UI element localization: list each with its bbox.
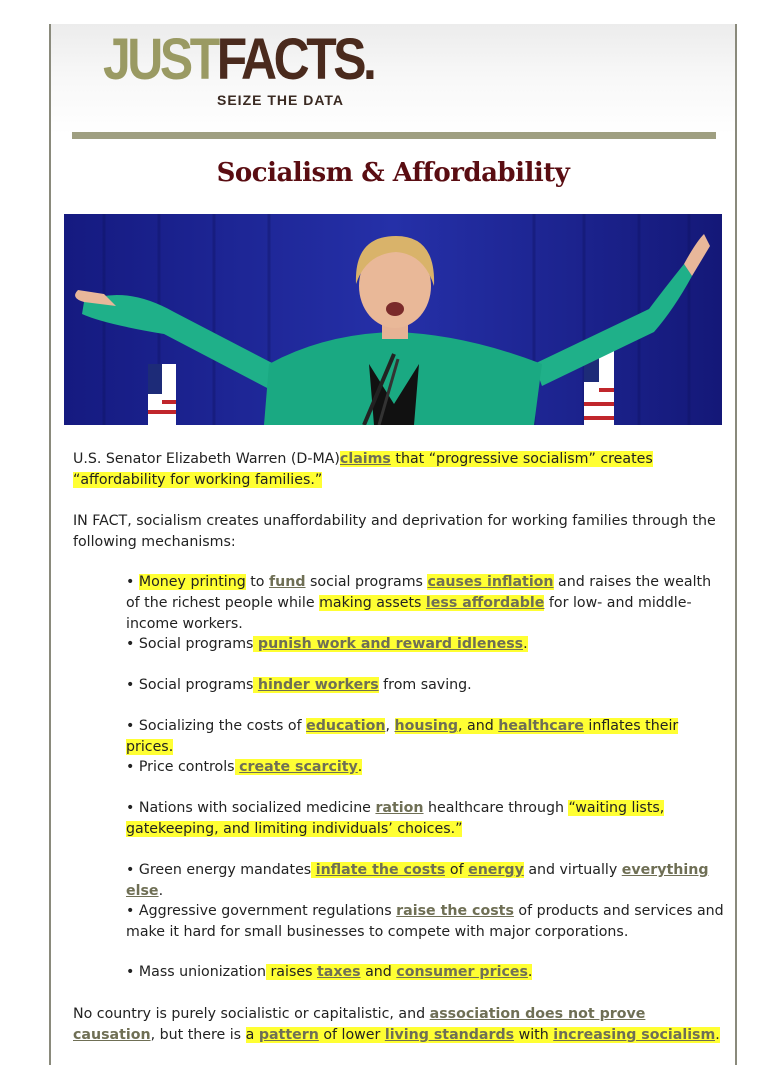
bullet-socialized-medicine: • Nations with socialized medicine ration healthcare through “waiting lists, gatekeeping, and limiting individuals’ choices.” [126, 800, 665, 837]
speaker-with-raised-arms-photo [64, 214, 722, 425]
bullet-punish-work: • Social programs punish work and reward idleness. [126, 636, 528, 652]
association-causation-link[interactable]: association does not prove causation [73, 1006, 646, 1043]
closing-paragraph: No country is purely socialistic or capitalistic, and association does not prove causation, but there is a pattern of lower living standards with increasing socialism. [73, 1006, 720, 1043]
bullet-socializing-costs: • Socializing the costs of education, housing, and healthcare inflates their prices. [126, 718, 679, 755]
bullet-regulations: • Aggressive government regulations raise the costs of products and services and make it hard for small businesses to compete with major corporations. [126, 903, 724, 940]
inflate-costs-link[interactable]: inflate the costs [315, 862, 446, 878]
causes-inflation-link[interactable]: causes inflation [427, 574, 554, 590]
consumer-prices-link[interactable]: consumer prices [396, 964, 528, 980]
healthcare-link[interactable]: healthcare [498, 718, 584, 734]
raise-costs-link[interactable]: raise the costs [396, 903, 514, 919]
education-link[interactable]: education [306, 718, 386, 734]
in-fact-paragraph: IN FACT, socialism creates unaffordability and deprivation for working families through the following mechanisms: [73, 513, 716, 550]
ration-link[interactable]: ration [375, 800, 424, 816]
living-standards-link[interactable]: living standards [384, 1027, 515, 1043]
bullet-price-controls: • Price controls create scarcity. [126, 759, 363, 775]
photo-illustration [64, 214, 722, 425]
page-title: Socialism & Affordability [216, 158, 570, 188]
bullet-green-energy: • Green energy mandates inflate the costs of energy and virtually everything else. [126, 862, 709, 899]
fund-link[interactable]: fund [268, 574, 306, 590]
energy-link[interactable]: energy [468, 862, 524, 878]
taxes-link[interactable]: taxes [316, 964, 361, 980]
increasing-socialism-link[interactable]: increasing socialism [553, 1027, 716, 1043]
claims-link[interactable]: claims [339, 451, 391, 467]
bullet-money-printing: • Money printing to fund social programs causes inflation and raises the wealth of the richest people while making assets less affordable for low- and middle-income workers. [126, 574, 712, 632]
logo-wordmark: JUSTFACTS. [103, 27, 374, 92]
bullet-hinder-workers: • Social programs hinder workers from saving. [126, 677, 472, 693]
just-facts-logo[interactable] [103, 27, 418, 108]
pattern-link[interactable]: pattern [258, 1027, 319, 1043]
bullet-unionization: • Mass unionization raises taxes and consumer prices. [126, 964, 533, 980]
intro-paragraph: U.S. Senator Elizabeth Warren (D-MA)claims that “progressive socialism” creates “affordability for working families.” [73, 451, 653, 488]
hinder-workers-link[interactable]: hinder workers [257, 677, 379, 693]
less-affordable-link[interactable]: less affordable [425, 595, 545, 611]
housing-link[interactable]: housing [394, 718, 459, 734]
punish-work-link[interactable]: punish work and reward idleness [257, 636, 524, 652]
logo-tagline: SEIZE THE DATA [217, 92, 345, 108]
everything-else-link[interactable]: everything else [126, 862, 709, 899]
create-scarcity-link[interactable]: create scarcity [239, 759, 358, 775]
header-divider [72, 132, 716, 139]
